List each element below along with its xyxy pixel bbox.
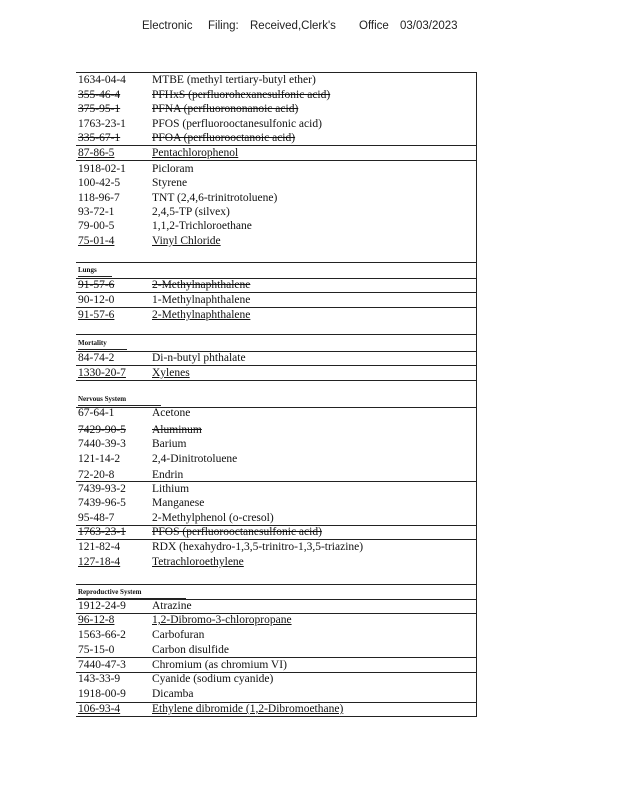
cas-number: 1330-20-7 [78,367,126,379]
table-row [76,205,476,219]
cas-number: 355-46-4 [78,89,121,101]
contaminant-name: PFOS (perfluorooctanesulfonic acid) [152,118,322,130]
table-row [76,234,476,248]
contaminant-name: PFOA (perfluorooctanoic acid) [152,132,296,144]
table-row [76,687,476,701]
cas-number: 375-95-1 [78,103,121,115]
cas-number: 335-67-1 [78,132,121,144]
row-divider [76,539,476,540]
cas-number: 1918-00-9 [78,688,126,700]
cas-number: 93-72-1 [78,206,115,218]
row-divider [76,278,476,279]
contaminant-name: PFHxS (perfluorohexanesulfonic acid) [152,89,331,101]
cas-number: 1763-23-1 [78,118,126,130]
contaminant-name: 2-Methylnaphthalene [152,279,251,291]
cas-number: 7440-47-3 [78,659,126,671]
cas-number: 72-20-8 [78,469,115,481]
row-divider [76,657,476,658]
header-date: 03/03/2023 [400,20,458,32]
row-divider [76,716,476,717]
cas-number: 79-00-5 [78,220,115,232]
cas-number: 1763-23-1 [78,526,126,538]
contaminant-name: Pentachlorophenol [152,147,239,159]
cas-number: 7439-93-2 [78,483,126,495]
cas-number: 7429-90-5 [78,424,126,436]
cas-number: 90-12-0 [78,294,115,306]
table-row [76,278,476,292]
cas-number: 127-18-4 [78,556,121,568]
table-row [76,540,476,554]
cas-number: 91-57-6 [78,309,115,321]
row-divider [76,672,476,673]
cas-number: 100-42-5 [78,177,121,189]
row-divider [76,584,476,585]
contaminant-name: Styrene [152,177,188,189]
table-row [76,452,476,466]
table-row [76,176,476,190]
header-electronic: Electronic [142,20,193,32]
contaminant-name: Atrazine [152,600,192,612]
contaminant-name: Carbon disulfide [152,644,229,656]
row-divider [76,351,476,352]
table-row [76,293,476,307]
contaminant-name: Ethylene dibromide (1,2-Dibromoethane) [152,703,344,715]
table-row [76,482,476,496]
table-row [76,599,476,613]
cas-number: 7440-39-3 [78,438,126,450]
row-divider [76,407,476,408]
section-title: Reproductive System [78,588,142,596]
header-received-clerks: Received,Clerk's [250,20,336,32]
contaminant-name: 1-Methylnaphthalene [152,294,251,306]
section-title-underline [78,349,127,350]
row-divider [76,481,476,482]
table-row [76,219,476,233]
cas-number: 7439-96-5 [78,497,126,509]
contaminant-name: Xylenes [152,367,190,379]
row-divider [76,599,476,600]
cas-number: 1912-24-9 [78,600,126,612]
row-divider [76,365,476,366]
cas-number: 75-15-0 [78,644,115,656]
table-row [76,525,476,539]
contaminant-name: PFNA (perfluorononanoic acid) [152,103,299,115]
contaminant-name: MTBE (methyl tertiary-butyl ether) [152,74,316,86]
contaminant-name: 1,1,2-Trichloroethane [152,220,252,232]
table-row [76,628,476,642]
contaminant-name: PFOS (perfluorooctanesulfonic acid) [152,526,322,538]
contaminant-name: Endrin [152,469,184,481]
contaminant-name: Vinyl Chloride [152,235,221,247]
contaminant-name: Manganese [152,497,205,509]
section-title: Nervous System [78,395,127,403]
table-row [76,73,476,87]
contaminant-name: TNT (2,4,6-trinitrotoluene) [152,192,278,204]
cas-number: 1634-04-4 [78,74,126,86]
table-row [76,406,476,420]
contaminant-name: Picloram [152,163,194,175]
table-row [76,672,476,686]
cas-number: 1563-66-2 [78,629,126,641]
section-title: Mortality [78,339,107,347]
contaminant-name: Tetrachloroethylene [152,556,244,568]
section-title-underline [78,276,112,277]
row-divider [76,145,476,146]
row-divider [76,525,476,526]
contaminant-name: 2,4-Dinitrotoluene [152,453,238,465]
section-title: Lungs [78,266,97,274]
row-divider [76,307,476,308]
cas-number: 84-74-2 [78,352,115,364]
table-row [76,131,476,145]
table-row [76,146,476,160]
cas-number: 91-57-6 [78,279,115,291]
row-divider [76,72,476,73]
row-divider [76,262,476,263]
row-divider [76,334,476,335]
row-divider [76,380,476,381]
header-filing: Filing: [208,20,239,32]
contaminant-name: Carbofuran [152,629,205,641]
table-row [76,643,476,657]
cas-number: 96-12-8 [78,614,115,626]
contaminant-name: Acetone [152,407,191,419]
table-row [76,117,476,131]
table-row [76,366,476,380]
row-divider [76,160,476,161]
table-row [76,162,476,176]
cas-number: 106-93-4 [78,703,121,715]
contaminant-name: Di-n-butyl phthalate [152,352,246,364]
contaminant-name: 2-Methylphenol (o-cresol) [152,512,274,524]
contaminant-name: 2,4,5-TP (silvex) [152,206,230,218]
table-row [76,191,476,205]
table-row [76,102,476,116]
contaminant-name: Barium [152,438,187,450]
cas-number: 67-64-1 [78,407,115,419]
header-office: Office [359,20,389,32]
table-row [76,308,476,322]
contaminant-name: 2-Methylnaphthalene [152,309,251,321]
table-row [76,88,476,102]
table-row [76,496,476,510]
contaminant-table [76,72,477,717]
contaminant-name: Chromium (as chromium VI) [152,659,287,671]
table-row [76,423,476,437]
cas-number: 118-96-7 [78,192,120,204]
cas-number: 143-33-9 [78,673,121,685]
contaminant-name: 1,2-Dibromo-3-chloropropane [152,614,292,626]
table-row [76,468,476,482]
table-row [76,658,476,672]
row-divider [76,613,476,614]
table-row [76,702,476,716]
table-row [76,555,476,569]
cas-number: 121-14-2 [78,453,121,465]
cas-number: 87-86-5 [78,147,115,159]
cas-number: 75-01-4 [78,235,115,247]
cas-number: 95-48-7 [78,512,115,524]
table-row [76,437,476,451]
contaminant-name: Cyanide (sodium cyanide) [152,673,274,685]
contaminant-name: Lithium [152,483,190,495]
cas-number: 1918-02-1 [78,163,126,175]
contaminant-name: RDX (hexahydro-1,3,5-trinitro-1,3,5-triazine) [152,541,364,553]
contaminant-name: Dicamba [152,688,194,700]
contaminant-name: Aluminum [152,424,202,436]
table-row [76,613,476,627]
row-divider [76,292,476,293]
table-row [76,351,476,365]
cas-number: 121-82-4 [78,541,121,553]
table-row [76,511,476,525]
row-divider [76,702,476,703]
